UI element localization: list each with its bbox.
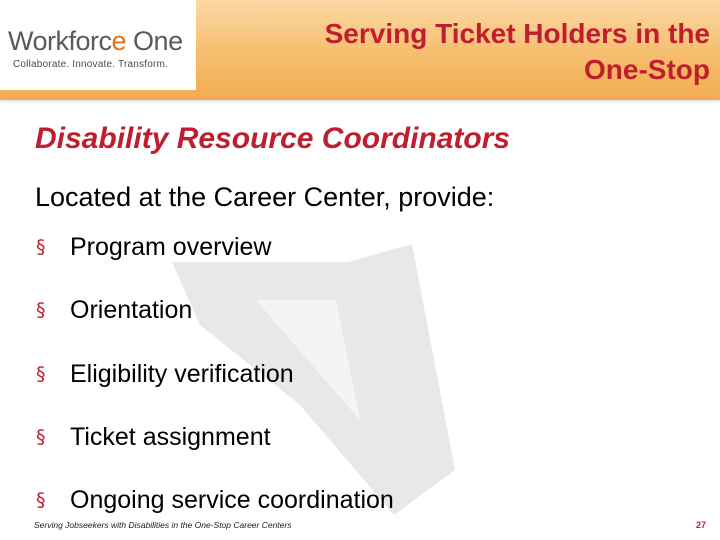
bullet-icon: § bbox=[36, 489, 46, 511]
bullet-text: Eligibility verification bbox=[70, 360, 294, 388]
bullet-text: Ongoing service coordination bbox=[70, 486, 394, 514]
page-number: 27 bbox=[695, 520, 706, 530]
bullet-icon: § bbox=[36, 426, 46, 448]
footer-text: Serving Jobseekers with Disabilities in the One-Stop Career Centers bbox=[34, 520, 292, 530]
section-heading: Disability Resource Coordinators bbox=[35, 122, 511, 155]
logo-name-part1: Workforc bbox=[8, 26, 112, 56]
slide-title-line1: Serving Ticket Holders in the bbox=[324, 18, 710, 49]
slide-title bbox=[240, 16, 710, 88]
bullet-icon: § bbox=[36, 363, 46, 385]
bullet-icon: § bbox=[36, 299, 46, 321]
logo-wordmark bbox=[8, 26, 183, 57]
lead-text: Located at the Career Center, provide: bbox=[35, 182, 495, 212]
bullet-text: Orientation bbox=[70, 296, 193, 324]
bullet-text: Program overview bbox=[70, 233, 272, 261]
logo-name-part3: One bbox=[126, 26, 183, 56]
logo-tagline: Collaborate. Innovate. Transform. bbox=[13, 59, 169, 70]
slide-title-line2: One-Stop bbox=[584, 54, 710, 85]
logo-name-accent: e bbox=[111, 26, 127, 56]
bullet-text: Ticket assignment bbox=[70, 423, 271, 451]
bullet-icon: § bbox=[36, 236, 46, 258]
header-band bbox=[0, 0, 720, 100]
logo bbox=[0, 0, 196, 90]
